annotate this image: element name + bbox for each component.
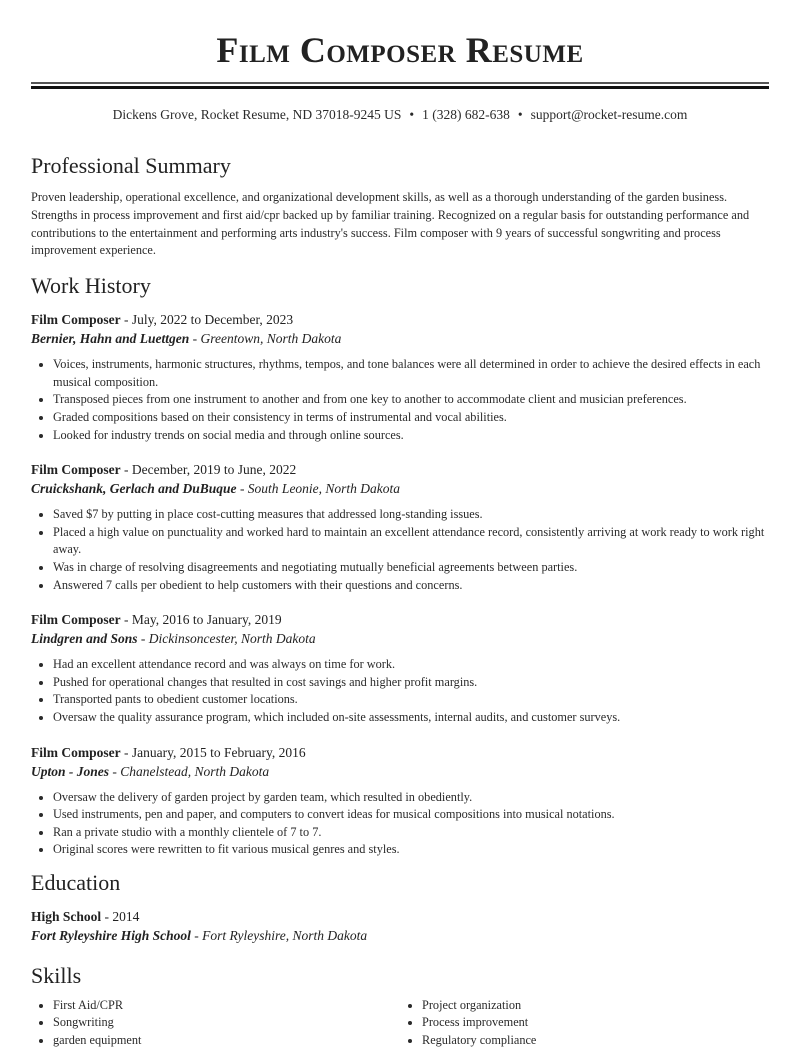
list-item: • Original scores were rewritten to fit various musical genres and styles.	[53, 841, 769, 859]
job-dates: - July, 2022 to December, 2023	[120, 312, 294, 328]
job-location: - Dickinsoncester, North Dakota	[137, 631, 316, 647]
section-heading-work-history: Work History	[31, 273, 151, 299]
job-title-line	[31, 610, 769, 629]
list-item: • Transported pants to obedient customer locations.	[53, 691, 769, 709]
list-item: • Used instruments, pen and paper, and computers to convert ideas for musical compositions into musical notations.	[53, 806, 769, 824]
job-dates: - January, 2015 to February, 2016	[120, 744, 306, 760]
education-school-line	[31, 926, 769, 945]
list-item: • Transposed pieces from one instrument to another and from one key to another to accommodate client and musician preferences.	[53, 391, 769, 409]
job-title: Film Composer	[31, 462, 121, 478]
job-bullets	[31, 656, 769, 726]
job-dates: - December, 2019 to June, 2022	[120, 462, 297, 478]
skill-item: • Process improvement	[422, 1014, 769, 1032]
job-company-line	[31, 629, 769, 648]
contact-address: Dickens Grove, Rocket Resume, ND 37018-9245 US	[112, 107, 402, 122]
list-item: • Placed a high value on punctuality and worked hard to maintain an excellent attendance record, consistently arriving at work ready to work right away.	[53, 524, 769, 559]
job-company-line	[31, 762, 769, 781]
page-title: Film Composer Resume	[216, 30, 584, 70]
skill-item: • Project organization	[422, 997, 769, 1015]
section-heading-skills: Skills	[31, 962, 82, 988]
job-entry	[31, 743, 769, 859]
list-item: • Pushed for operational changes that resulted in cost savings and higher profit margins.	[53, 674, 769, 692]
skills-list-right	[400, 997, 769, 1050]
skills-list-left	[31, 997, 400, 1050]
education-location: - Fort Ryleyshire, North Dakota	[190, 927, 368, 943]
job-company: Bernier, Hahn and Luettgen	[31, 331, 190, 347]
contact-phone: 1 (328) 682-638	[422, 107, 510, 122]
list-item: • Looked for industry trends on social media and through online sources.	[53, 427, 769, 445]
job-company-line	[31, 329, 769, 348]
education-entry	[31, 907, 769, 945]
education-year: - 2014	[101, 908, 140, 924]
job-entry	[31, 610, 769, 726]
skill-item: • Songwriting	[53, 1014, 400, 1032]
job-title-line	[31, 310, 769, 329]
job-bullets	[31, 506, 769, 594]
list-item: • Oversaw the delivery of garden project by garden team, which resulted in obediently.	[53, 789, 769, 807]
section-heading-education: Education	[31, 869, 121, 895]
job-entry	[31, 310, 769, 444]
education-degree-line	[31, 907, 769, 926]
education-degree: High School	[31, 908, 102, 924]
list-item: • Saved $7 by putting in place cost-cutting measures that addressed long-standing issues.	[53, 506, 769, 524]
job-bullets	[31, 789, 769, 859]
list-item: • Oversaw the quality assurance program, which included on-site assessments, internal audits, and customer surveys.	[53, 709, 769, 727]
job-location: - South Leonie, North Dakota	[236, 481, 401, 497]
skills-columns	[31, 997, 769, 1050]
skill-item: • First Aid/CPR	[53, 997, 400, 1015]
rule-thin-line	[31, 82, 769, 84]
job-location: - Chanelstead, North Dakota	[109, 763, 270, 779]
job-title-line	[31, 460, 769, 479]
list-item: • Had an excellent attendance record and was always on time for work.	[53, 656, 769, 674]
job-company: Cruickshank, Gerlach and DuBuque	[31, 481, 237, 497]
skill-item: • garden equipment	[53, 1032, 400, 1050]
bullet-separator: •	[409, 107, 415, 122]
bullet-separator: •	[517, 107, 523, 122]
job-dates: - May, 2016 to January, 2019	[120, 612, 282, 628]
job-title: Film Composer	[31, 312, 121, 328]
job-company-line	[31, 479, 769, 498]
job-bullets	[31, 356, 769, 444]
list-item: • Was in charge of resolving disagreements and negotiating mutually beneficial agreements between parties.	[53, 559, 769, 577]
education-school: Fort Ryleyshire High School	[31, 927, 191, 943]
job-title: Film Composer	[31, 612, 121, 628]
rule-thick-line	[31, 86, 769, 89]
job-title-line	[31, 743, 769, 762]
job-company: Upton - Jones	[31, 763, 110, 779]
job-entry	[31, 460, 769, 594]
list-item: • Graded compositions based on their consistency in terms of instrumental and vocal abilities.	[53, 409, 769, 427]
contact-email: support@rocket-resume.com	[530, 107, 688, 122]
list-item: • Voices, instruments, harmonic structures, rhythms, tempos, and tone balances were all determined in order to achieve the desired effects in each musical composition.	[53, 356, 769, 391]
list-item: • Ran a private studio with a monthly clientele of 7 to 7.	[53, 824, 769, 842]
header-double-rule	[31, 82, 769, 89]
list-item: • Answered 7 calls per obedient to help customers with their questions and concerns.	[53, 577, 769, 595]
summary-text: Proven leadership, operational excellence, and organizational development skills, as well as a thorough understanding of the garden business. Strengths in process improvement and first aid/cpr backed up by familiar training. Recognized on a regular basis for outstanding performance and contributions to the entertainment and performing arts industry's success. Film composer with 9 years of successful songwriting and process improvement experience.	[31, 190, 750, 258]
job-location: - Greentown, North Dakota	[189, 331, 342, 347]
skill-item: • Regulatory compliance	[422, 1032, 769, 1050]
job-title: Film Composer	[31, 744, 121, 760]
job-company: Lindgren and Sons	[31, 631, 138, 647]
contact-line	[31, 106, 769, 124]
section-heading-summary: Professional Summary	[31, 153, 231, 178]
